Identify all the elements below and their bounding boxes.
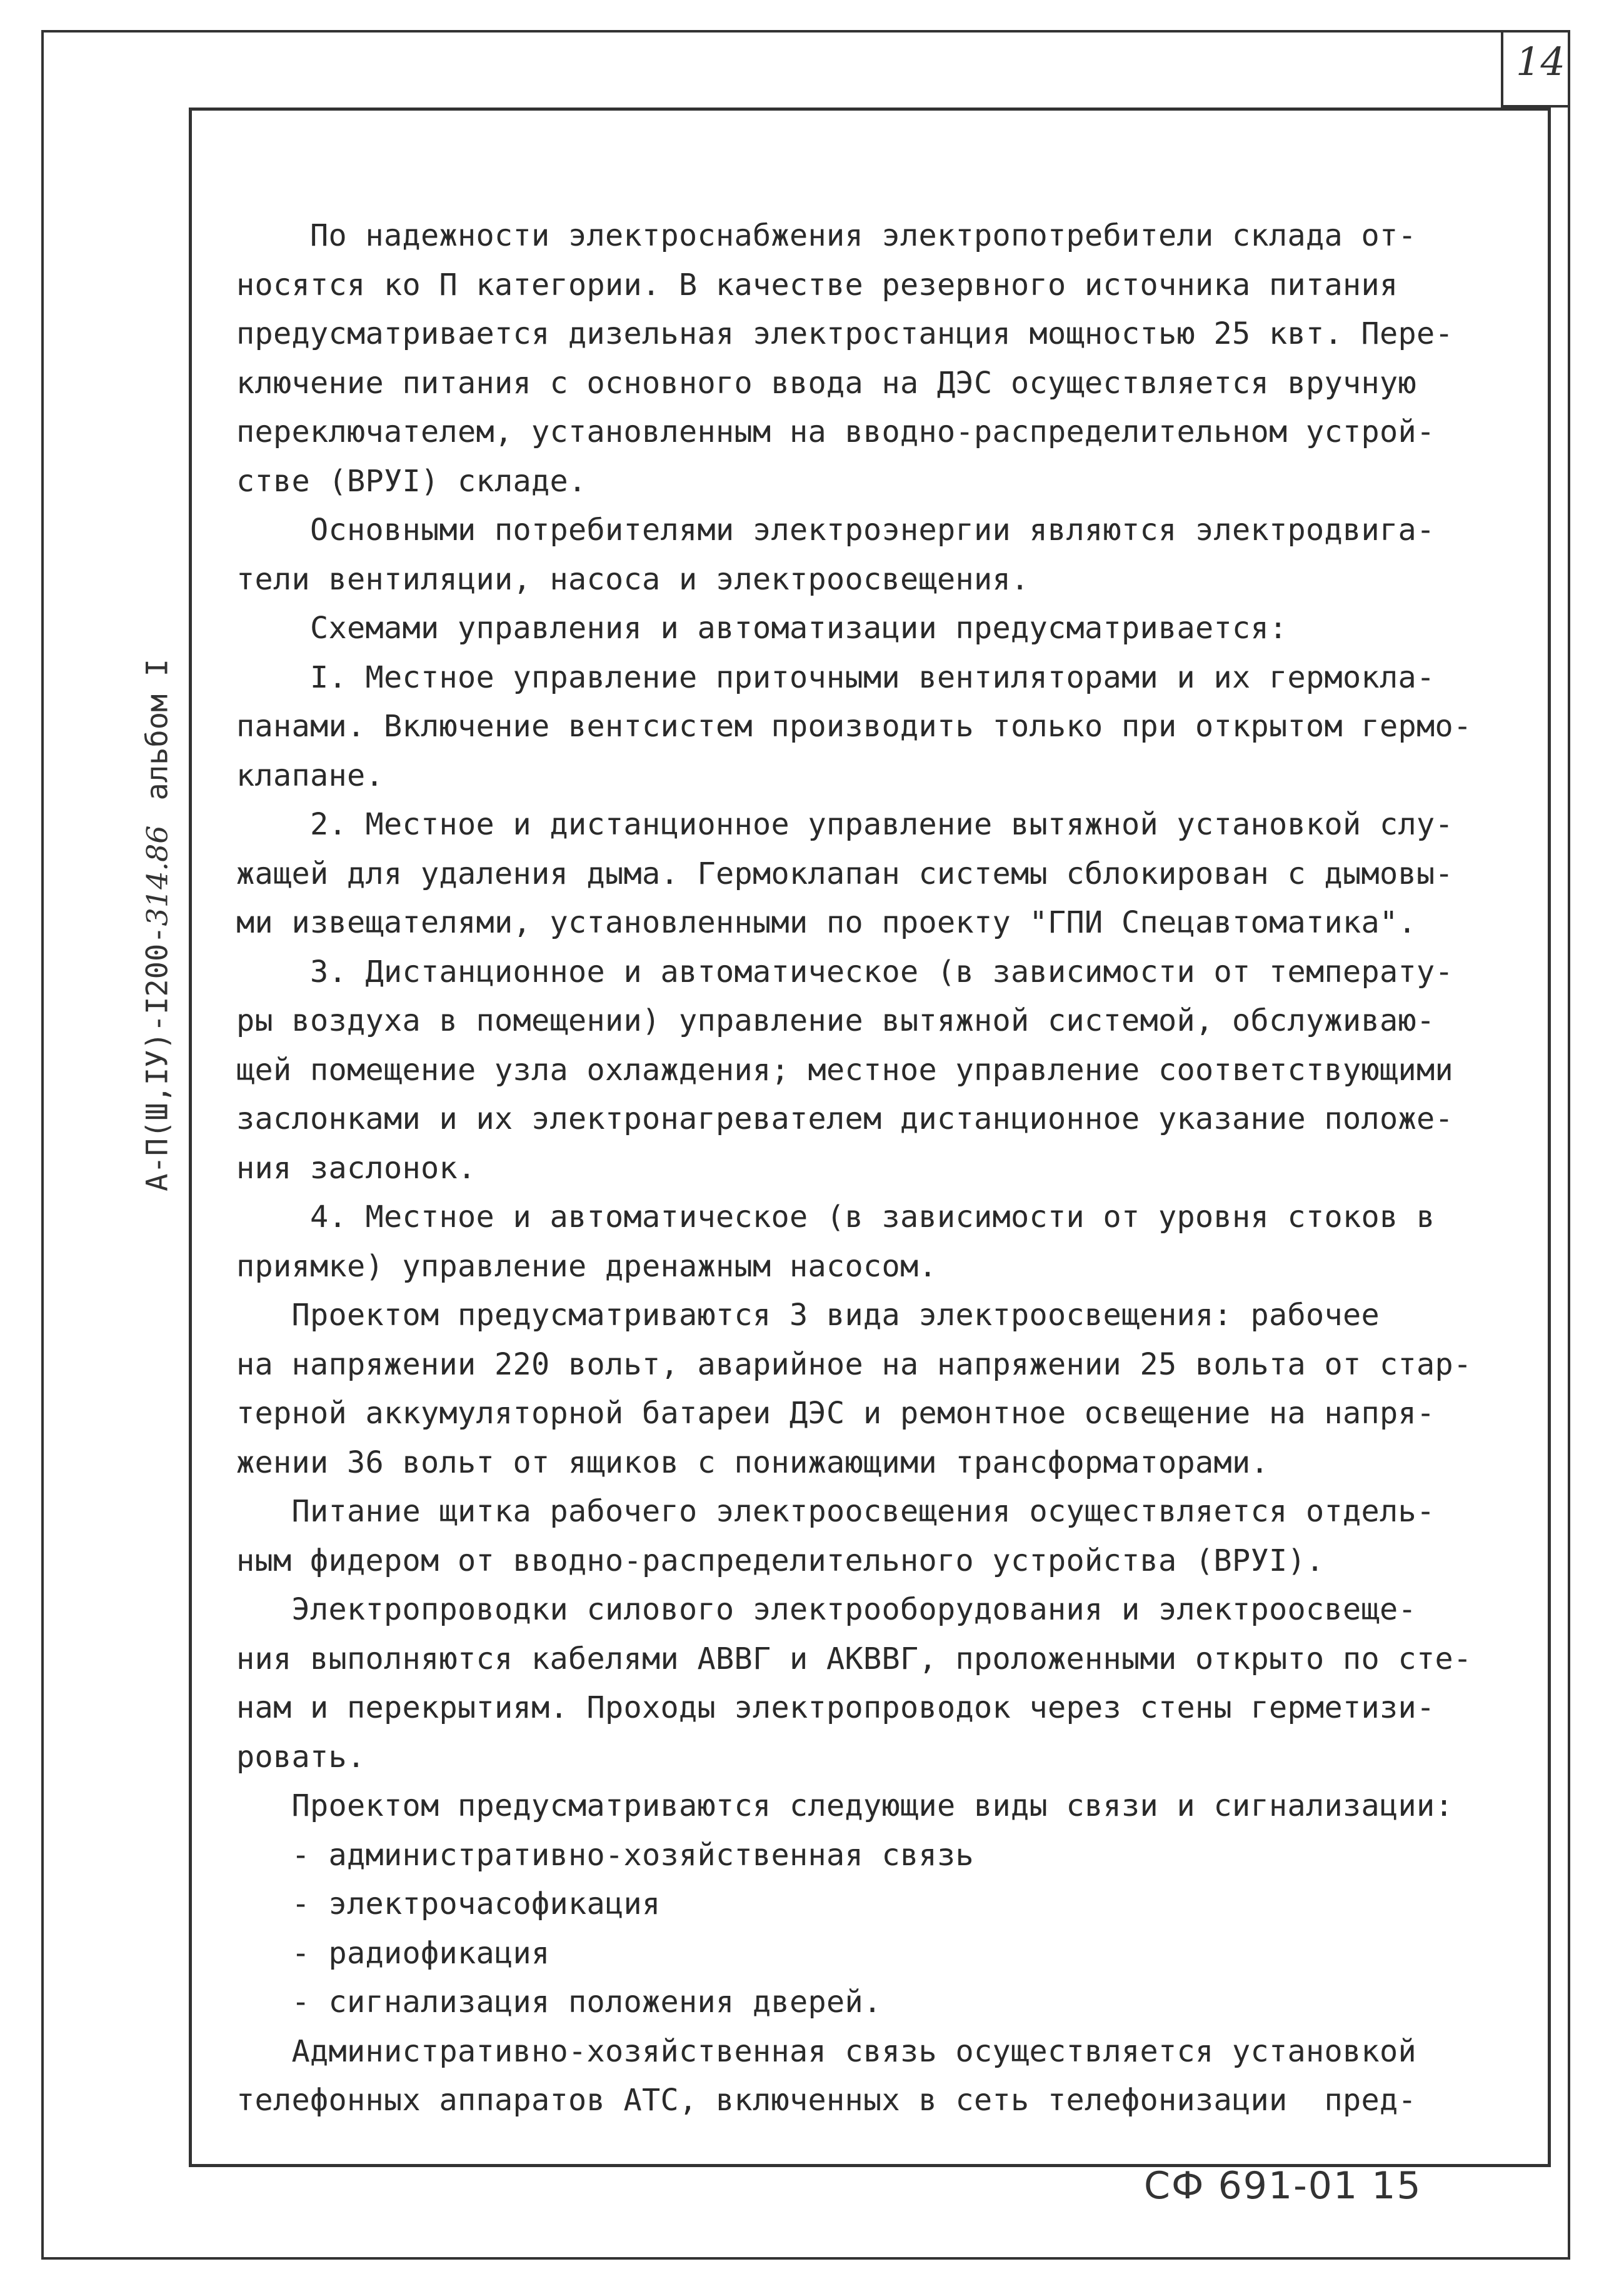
text-line: панами. Включение вентсистем производить только при открытом гермо- bbox=[236, 709, 1472, 744]
side-caption-album: альбом I bbox=[140, 659, 175, 801]
text-line: жащей для удаления дыма. Гермоклапан системы сблокирован с дымовы- bbox=[236, 856, 1453, 891]
text-line: жении 36 вольт от ящиков с понижающими трансформаторами. bbox=[236, 1445, 1269, 1480]
text-line: 3. Дистанционное и автоматическое (в зависимости от температу- bbox=[236, 954, 1453, 989]
text-line: телефонных аппаратов АТС, включенных в сеть телефонизации пред- bbox=[236, 2083, 1416, 2118]
text-line: переключателем, установленным на вводно-распределительном устрой- bbox=[236, 414, 1435, 449]
text-line: I. Местное управление приточными вентиляторами и их гермокла- bbox=[236, 659, 1435, 695]
page-number: 14 bbox=[1516, 39, 1565, 84]
text-line: носятся ко П категории. В качестве резервного источника питания bbox=[236, 267, 1398, 303]
body-text bbox=[236, 211, 1518, 2125]
text-line: 4. Местное и автоматическое (в зависимости от уровня стоков в bbox=[236, 1200, 1435, 1235]
text-line: 2. Местное и дистанционное управление вытяжной установкой слу- bbox=[236, 807, 1453, 842]
text-line: ры воздуха в помещении) управление вытяжной системой, обслуживаю- bbox=[236, 1003, 1435, 1038]
text-line: Питание щитка рабочего электроосвещения осуществляется отдель- bbox=[236, 1494, 1435, 1529]
text-line: Проектом предусматриваются следующие виды связи и сигнализации: bbox=[236, 1788, 1453, 1823]
text-line: - электрочасофикация bbox=[236, 1886, 661, 1921]
text-line: щей помещение узла охлаждения; местное управление соответствующими bbox=[236, 1052, 1453, 1088]
side-caption bbox=[141, 659, 175, 1191]
text-line: ми извещателями, установленными по проекту "ГПИ Спецавтоматика". bbox=[236, 905, 1416, 940]
text-line: - сигнализация положения дверей. bbox=[236, 1985, 882, 2020]
text-line: на напряжении 220 вольт, аварийное на напряжении 25 вольта от стар- bbox=[236, 1346, 1472, 1382]
text-line: заслонками и их электронагревателем дистанционное указание положе- bbox=[236, 1101, 1453, 1136]
side-caption-code-handwritten: 314.86 bbox=[140, 825, 174, 926]
text-line: терной аккумуляторной батареи ДЭС и ремонтное освещение на напря- bbox=[236, 1396, 1435, 1431]
text-line: Схемами управления и автоматизации предусматривается: bbox=[236, 611, 1288, 646]
text-line: ключение питания с основного ввода на ДЭС осуществляется вручную bbox=[236, 365, 1416, 401]
document-code: СФ 691-01 15 bbox=[1144, 2164, 1422, 2208]
side-caption-code: А-П(Ш,IУ)-I200- bbox=[140, 926, 175, 1191]
text-line: Электропроводки силового электрооборудования и электроосвеще- bbox=[236, 1592, 1416, 1627]
text-line: ния заслонок. bbox=[236, 1150, 476, 1186]
text-line: - радиофикация bbox=[236, 1935, 550, 1971]
text-line: Административно-хозяйственная связь осуществляется установкой bbox=[236, 2033, 1416, 2069]
text-line: стве (ВРУI) складе. bbox=[236, 463, 587, 499]
text-line: ровать. bbox=[236, 1739, 366, 1775]
text-line: тели вентиляции, насоса и электроосвещения. bbox=[236, 561, 1030, 597]
text-line: клапане. bbox=[236, 758, 384, 793]
text-line: приямке) управление дренажным насосом. bbox=[236, 1248, 937, 1284]
text-line: нам и перекрытиям. Проходы электропроводок через стены герметизи- bbox=[236, 1690, 1435, 1725]
text-line: ния выполняются кабелями АВВГ и АКВВГ, проложенными открыто по сте- bbox=[236, 1641, 1472, 1676]
text-line: Основными потребителями электроэнергии являются электродвига- bbox=[236, 513, 1435, 548]
text-line: По надежности электроснабжения электропотребители склада от- bbox=[236, 218, 1416, 253]
text-line: предусматривается дизельная электростанция мощностью 25 квт. Пере- bbox=[236, 316, 1453, 351]
text-line: ным фидером от вводно-распределительного устройства (ВРУI). bbox=[236, 1543, 1325, 1578]
text-line: Проектом предусматриваются 3 вида электроосвещения: рабочее bbox=[236, 1298, 1380, 1333]
text-line: - административно-хозяйственная связь bbox=[236, 1837, 974, 1873]
